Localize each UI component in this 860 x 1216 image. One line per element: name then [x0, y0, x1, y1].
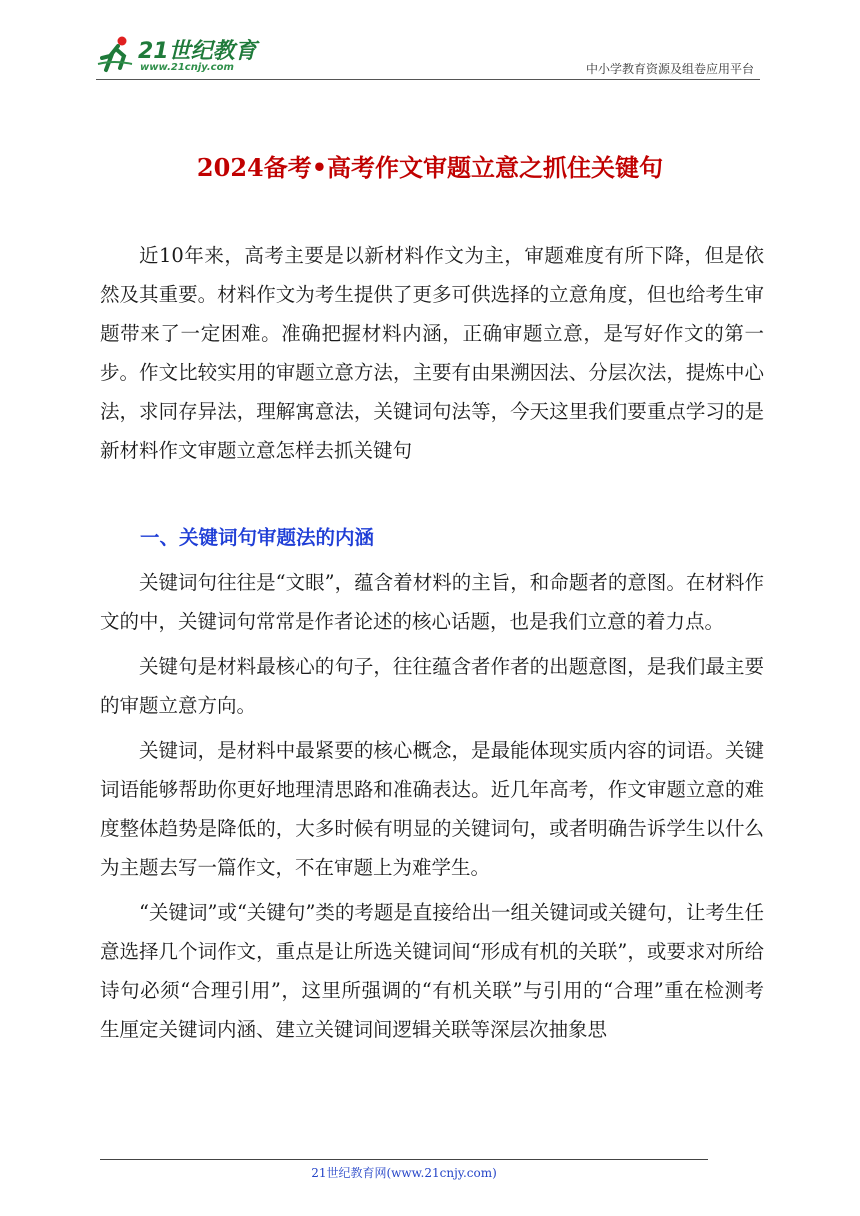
body-paragraph: 关键句是材料最核心的句子，往往蕴含者作者的出题意图，是我们最主要的审题立意方向。	[100, 655, 764, 717]
body-paragraph: 关键词，是材料中最紧要的核心概念，是最能体现实质内容的词语。关键词语能够帮助你更好地理清思路和准确表达。近几年高考，作文审题立意的难度整体趋势是降低的，大多时候有明显的关键词句，或者明确告诉学生以什么为主题去写一篇作文，不在审题上为难学生。	[100, 739, 764, 879]
header-divider	[96, 79, 760, 80]
page-header	[96, 30, 760, 80]
platform-name: 中小学教育资源及组卷应用平台	[585, 62, 754, 76]
section-heading: 一、关键词句审题法的内涵	[140, 526, 375, 549]
document-body	[100, 236, 764, 1055]
runner-logo-icon	[96, 34, 136, 74]
document-title: 2024备考•高考作文审题立意之抓住关键句	[196, 153, 664, 182]
body-paragraph: 关键词句往往是“文眼”，蕴含着材料的主旨，和命题者的意图。在材料作文的中，关键词句常常是作者论述的核心话题，也是我们立意的着力点。	[100, 571, 764, 633]
logo-text: 21世纪教育	[138, 39, 257, 64]
body-paragraph: “关键词”或“关键句”类的考题是直接给出一组关键词或关键句，让考生任意选择几个词作文，重点是让所选关键词间“形成有机的关联”，或要求对所给诗句必须“合理引用”，这里所强调的“有机关联”与引用的“合理”重在检测考生厘定关键词内涵、建立关键词间逻辑关联等深层次抽象思	[100, 901, 764, 1041]
footer-text[interactable]: 21世纪教育网(www.21cnjy.com)	[311, 1166, 497, 1180]
footer-divider	[100, 1159, 708, 1160]
intro-paragraph: 近10年来，高考主要是以新材料作文为主，审题难度有所下降，但是依然及其重要。材料作文为考生提供了更多可供选择的立意角度，但也给考生审题带来了一定困难。准确把握材料内涵，正确审题立意，是写好作文的第一步。作文比较实用的审题立意方法，主要有由果溯因法、分层次法，提炼中心法，求同存异法，理解寓意法，关键词句法等，今天这里我们要重点学习的是新材料作文审题立意怎样去抓关键句	[100, 244, 764, 462]
logo-url: www.21cnjy.com	[140, 62, 234, 73]
site-logo[interactable]	[96, 30, 266, 78]
